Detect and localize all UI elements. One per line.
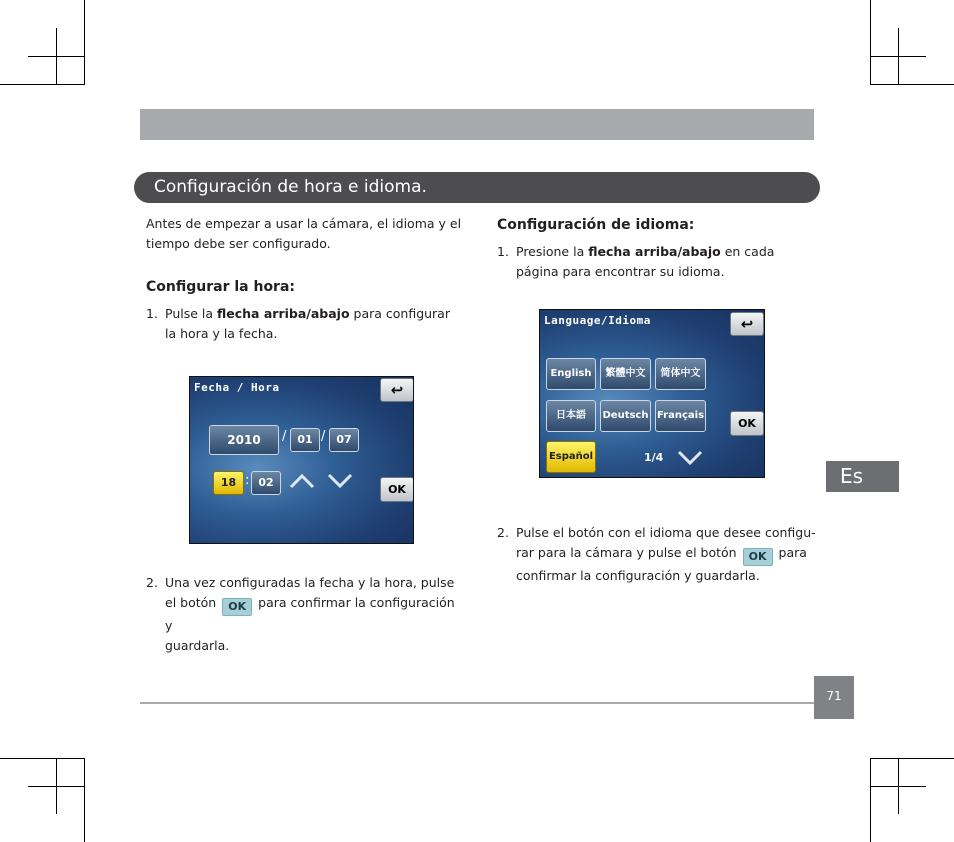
ok-icon: OK xyxy=(743,548,773,566)
step-number: 2. xyxy=(497,525,509,540)
text: la hora y la fecha. xyxy=(165,326,278,341)
crop-mark xyxy=(84,758,85,842)
step-number: 2. xyxy=(146,575,158,590)
down-arrow-icon[interactable] xyxy=(676,448,704,468)
crop-mark xyxy=(870,758,871,842)
lang-english[interactable]: English xyxy=(546,358,596,390)
return-arrow-icon[interactable]: ↩ xyxy=(730,312,764,336)
text: confirmar la configuración y guardarla. xyxy=(516,568,760,583)
screen-language xyxy=(539,309,765,478)
lang-japanese[interactable]: 日本語 xyxy=(546,400,596,432)
intro-line: tiempo debe ser configurado. xyxy=(146,235,331,251)
return-arrow-icon[interactable]: ↩ xyxy=(380,378,414,402)
date-separator: / xyxy=(321,429,326,444)
text: Presione la xyxy=(516,244,589,259)
crop-mark xyxy=(870,786,926,787)
hour-field[interactable]: 18 xyxy=(213,471,244,495)
step-number: 1. xyxy=(146,306,158,321)
text: página para encontrar su idioma. xyxy=(516,264,725,279)
down-arrow-icon[interactable] xyxy=(326,471,354,491)
crop-mark xyxy=(0,758,84,759)
up-arrow-icon[interactable] xyxy=(288,471,316,491)
crop-mark xyxy=(84,0,85,85)
screen-date-time xyxy=(189,376,414,544)
footer-line xyxy=(140,702,814,704)
text: guardarla. xyxy=(165,638,230,653)
intro-line: Antes de empezar a usar la cámara, el idioma y el xyxy=(146,216,462,231)
text: Pulse el botón con el idioma que desee configu- xyxy=(516,525,816,540)
text: para configurar xyxy=(349,306,450,321)
ok-icon: OK xyxy=(222,598,252,616)
lang-traditional-chinese[interactable]: 繁體中文 xyxy=(600,358,651,390)
heading-set-language: Configuración de idioma: xyxy=(497,217,695,233)
crop-mark xyxy=(28,56,84,57)
crop-mark xyxy=(28,786,84,787)
lang-german[interactable]: Deutsch xyxy=(600,400,651,432)
page-indicator: 1/4 xyxy=(644,451,664,464)
text: el botón xyxy=(165,595,221,610)
ok-button[interactable]: OK xyxy=(380,477,414,502)
text: Una vez configuradas la fecha y la hora, pulse xyxy=(165,575,455,590)
step-text xyxy=(165,573,466,656)
text: en cada xyxy=(720,244,775,259)
lang-french[interactable]: Français xyxy=(655,400,706,432)
ok-button[interactable]: OK xyxy=(730,411,764,436)
page-number: 71 xyxy=(814,676,854,719)
month-field[interactable]: 01 xyxy=(290,428,320,452)
step-text xyxy=(516,242,774,282)
header-bar xyxy=(140,109,814,140)
step-text xyxy=(516,523,816,586)
text: para confirmar la configuración y xyxy=(165,595,455,633)
crop-mark xyxy=(870,0,871,85)
section-title: Configuración de hora e idioma. xyxy=(154,177,427,197)
date-separator: / xyxy=(282,429,287,444)
crop-mark xyxy=(870,84,954,85)
step-lang-2 xyxy=(497,523,817,585)
day-field[interactable]: 07 xyxy=(329,428,359,452)
step-time-2 xyxy=(146,573,466,653)
text: Pulse la xyxy=(165,306,217,321)
keyword: flecha arriba/abajo xyxy=(588,244,721,259)
keyword: flecha arriba/abajo xyxy=(217,306,350,321)
text: rar para la cámara y pulse el botón xyxy=(516,545,741,560)
screen-title: Fecha / Hora xyxy=(194,381,280,394)
crop-mark xyxy=(870,758,954,759)
minute-field[interactable]: 02 xyxy=(251,471,281,495)
heading-set-time: Configurar la hora: xyxy=(146,279,296,295)
lang-spanish[interactable]: Español xyxy=(546,441,596,473)
intro-text xyxy=(146,214,461,253)
step-text xyxy=(165,304,450,344)
year-field[interactable]: 2010 xyxy=(209,425,279,455)
step-number: 1. xyxy=(497,244,509,259)
crop-mark xyxy=(870,56,926,57)
step-lang-1 xyxy=(497,242,817,284)
lang-simplified-chinese[interactable]: 简体中文 xyxy=(655,358,706,390)
step-time-1 xyxy=(146,304,466,346)
time-separator: : xyxy=(245,473,250,488)
crop-mark xyxy=(0,84,84,85)
text: para xyxy=(774,545,807,560)
language-tab: Es xyxy=(826,461,899,492)
screen-title: Language/Idioma xyxy=(544,314,651,327)
